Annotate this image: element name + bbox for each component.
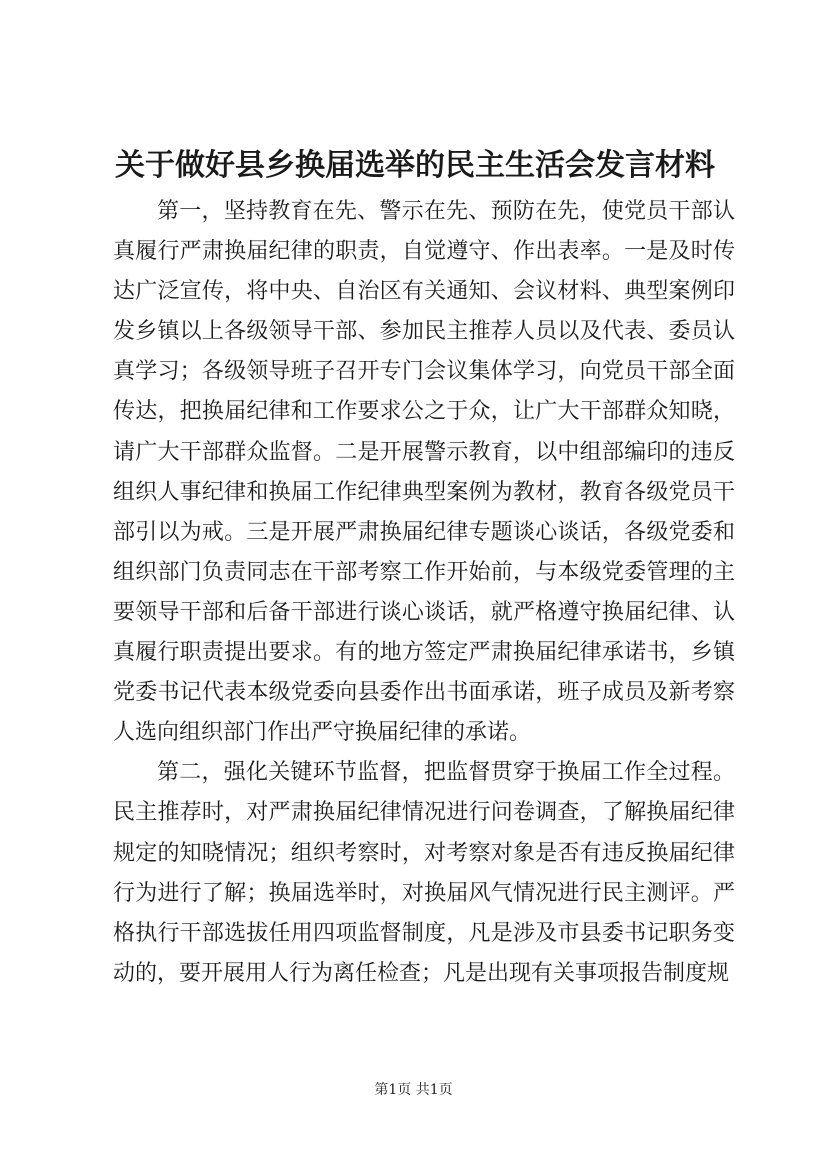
- page-footer: 第1页 共1页: [374, 1082, 453, 1098]
- document-title: 关于做好县乡换届选举的民主生活会发言材料: [115, 148, 715, 183]
- document-body: [113, 192, 735, 994]
- paragraph-2: 第二，强化关键环节监督，把监督贯穿于换届工作全过程。民主推荐时，对严肃换届纪律情况进行问卷调查，了解换届纪律规定的知晓情况；组织考察时，对考察对象是否有违反换届纪律行为进行了解；换届选举时，对换届风气情况进行民主测评。严格执行干部选拔任用四项监督制度，凡是涉及市县委书记职务变动的，要开展用人行为离任检查；凡是出现有关事项报告制度规: [113, 760, 735, 986]
- paragraph-1: 第一，坚持教育在先、警示在先、预防在先，使党员干部认真履行严肃换届纪律的职责，自觉遵守、作出表率。一是及时传达广泛宣传，将中央、自治区有关通知、会议材料、典型案例印发乡镇以上各级领导干部、参加民主推荐人员以及代表、委员认真学习；各级领导班子召开专门会议集体学习，向党员干部全面传达，把换届纪律和工作要求公之于众，让广大干部群众知晓，请广大干部群众监督。二是开展警示教育，以中组部编印的违反组织人事纪律和换届工作纪律典型案例为教材，教育各级党员干部引以为戒。三是开展严肃换届纪律专题谈心谈话，各级党委和组织部门负责同志在干部考察工作开始前，与本级党委管理的主要领导干部和后备干部进行谈心谈话，就严格遵守换届纪律、认真履行职责提出要求。有的地方签定严肃换届纪律承诺书，乡镇党委书记代表本级党委向县委作出书面承诺，班子成员及新考察人选向组织部门作出严守换届纪律的承诺。: [113, 199, 735, 746]
